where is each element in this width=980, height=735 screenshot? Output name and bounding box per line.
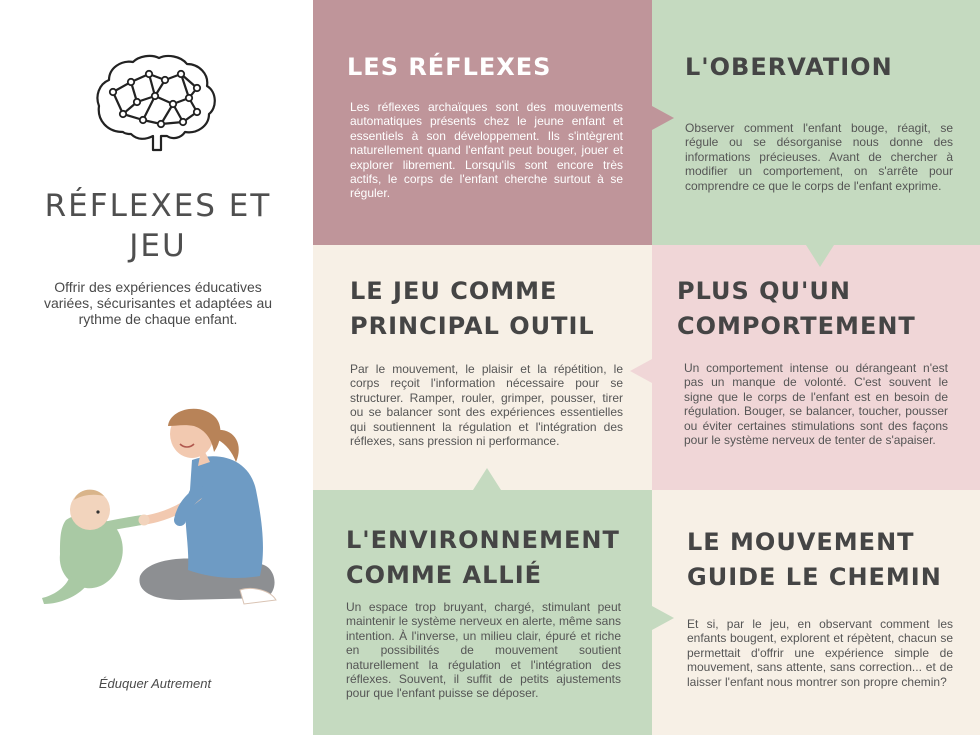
card-jeu — [313, 245, 652, 490]
page-title — [20, 186, 296, 266]
card-reflexes-title: LES RÉFLEXES — [347, 53, 552, 81]
card-reflexes — [313, 0, 652, 245]
card-mouvement — [652, 490, 980, 735]
card-mouvement-title-line-2: GUIDE LE CHEMIN — [687, 563, 942, 591]
card-environnement-text: Un espace trop bruyant, chargé, stimulant peut maintenir le système nerveux en alerte, même sans intention. À l'inverse, un milieu clair, épuré et riche en possibilités de mouvement soutient naturellement la régulation et l'intégration des réflexes. Souvent, il suffit de petits ajustements pour que l'enfant puisse se déposer. — [346, 600, 621, 701]
card-environnement-title-line-2: COMME ALLIÉ — [346, 561, 543, 589]
pointer-right-green-icon — [652, 606, 674, 630]
card-observation-title: L'OBERVATION — [685, 53, 893, 81]
card-mouvement-text: Et si, par le jeu, en observant comment les enfants bougent, explorent et répètent, chacun se permettait d'offrir une expérience simple de mouvement, sans attente, sans correction... et de laisser l'enfant nous montrer son propre chemin? — [687, 617, 953, 689]
card-observation — [652, 0, 980, 245]
page-title-line-2: JEU — [129, 228, 187, 264]
card-comportement-title-line-1: PLUS QU'UN — [677, 277, 851, 305]
page-subtitle: Offrir des expériences éducatives variées, sécurisantes et adaptées au rythme de chaque enfant. — [43, 279, 273, 327]
card-jeu-text: Par le mouvement, le plaisir et la répétition, le corps reçoit l'information nécessaire pour se structurer. Ramper, rouler, grimper, pousser, tirer ou se balancer sont des expériences essentielles qui soutiennent la régulation et l'intégration des réflexes, sans pression ni performance. — [350, 362, 623, 449]
pointer-down-icon — [806, 245, 834, 267]
card-comportement-title — [677, 274, 916, 344]
mother-baby-illustration — [30, 400, 285, 615]
pointer-left-icon — [630, 359, 652, 383]
page-title-line-1: RÉFLEXES ET — [44, 188, 272, 224]
card-mouvement-title — [687, 525, 942, 595]
card-reflexes-text: Les réflexes archaïques sont des mouvements automatiques présents chez le jeune enfant et essentiels à son développement. Ils s'intègrent naturellement quand l'enfant peut bouger, jouer et explorer librement. Lorsqu'ils sont encore très actifs, le corps de l'enfant cherche surtout à se réguler. — [350, 100, 623, 201]
pointer-right-icon — [652, 106, 674, 130]
card-jeu-title — [350, 274, 595, 344]
card-jeu-title-line-1: LE JEU COMME — [350, 277, 558, 305]
card-comportement-text: Un comportement intense ou dérangeant n'est pas un manque de volonté. C'est souvent le signe que le corps de l'enfant est en besoin de régulation. Bouger, se balancer, toucher, pousser ou éviter certaines stimulations sont des façons pour le système nerveux de tenter de s'apaiser. — [684, 361, 948, 448]
pointer-up-icon — [473, 468, 501, 490]
brain-icon — [93, 52, 221, 152]
card-environnement-title-line-1: L'ENVIRONNEMENT — [346, 526, 620, 554]
card-observation-text: Observer comment l'enfant bouge, réagit, se régule ou se désorganise nous donne des informations précieuses. Avant de chercher à modifier un comportement, on s'arrête pour comprendre ce que le corps de l'enfant exprime. — [685, 121, 953, 193]
card-comportement — [652, 245, 980, 490]
card-environnement — [313, 490, 652, 735]
card-comportement-title-line-2: COMPORTEMENT — [677, 312, 916, 340]
signature: Éduquer Autrement — [98, 676, 212, 691]
card-mouvement-title-line-1: LE MOUVEMENT — [687, 528, 915, 556]
left-panel — [0, 0, 313, 735]
card-jeu-title-line-2: PRINCIPAL OUTIL — [350, 312, 595, 340]
card-environnement-title — [346, 523, 620, 593]
